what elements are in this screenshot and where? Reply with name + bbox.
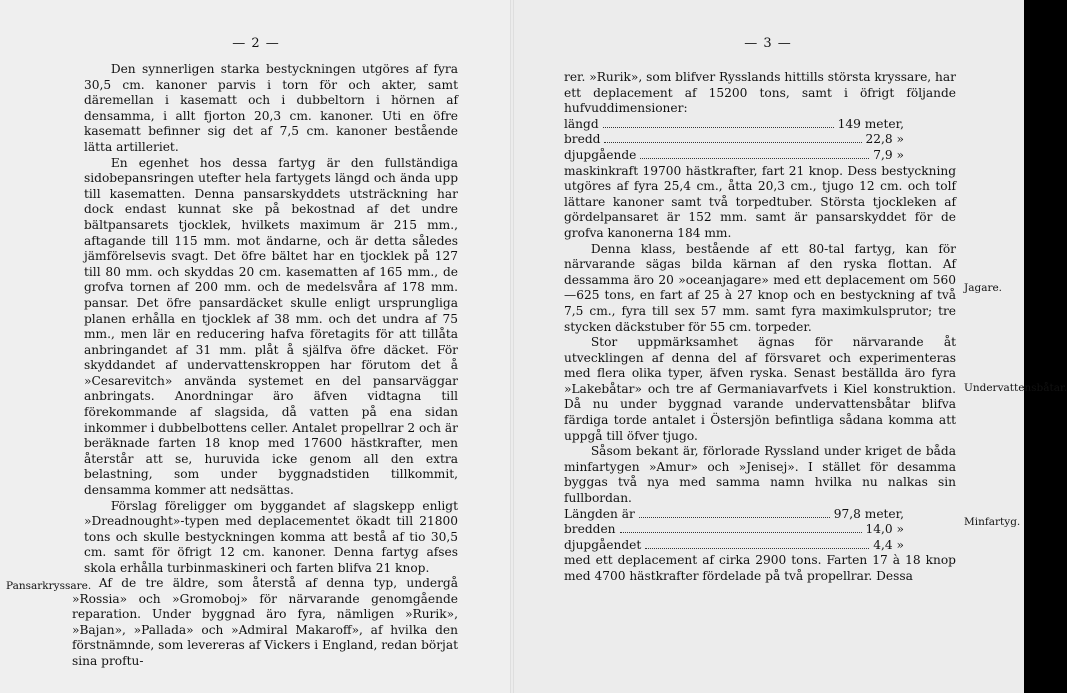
paragraph: rer. »Rurik», som blifver Rysslands hittills största kryssare, har ett deplacement af 15200 tons, samt i öfrigt följande hufvuddimensioner: bbox=[564, 70, 956, 116]
leader-dots bbox=[620, 531, 862, 533]
right-body-text bbox=[564, 70, 956, 585]
spec-row bbox=[564, 507, 904, 523]
margin-note-minfartyg: Minfartyg. bbox=[964, 516, 1021, 528]
spec-value: 97,8 meter, bbox=[833, 506, 904, 521]
margin-note-pansarkryssare: Pansarkryssare. bbox=[6, 580, 92, 592]
spec-row bbox=[564, 132, 904, 148]
spec-row bbox=[564, 522, 904, 538]
spec-label: djupgående bbox=[564, 147, 637, 162]
spec-row bbox=[564, 117, 904, 133]
spec-value: 4,4 » bbox=[873, 537, 904, 552]
spec-value: 14,0 » bbox=[865, 522, 904, 537]
paragraph: med ett deplacement af cirka 2900 tons. Farten 17 à 18 knop med 4700 hästkrafter fördelade på två propellrar. Dessa bbox=[564, 553, 956, 583]
leader-dots bbox=[640, 157, 869, 159]
spec-row bbox=[564, 148, 904, 164]
page-number: — 3 — bbox=[744, 36, 792, 51]
left-page bbox=[0, 0, 512, 693]
paragraph: Såsom bekant är, förlorade Ryssland under kriget de båda minfartygen »Amur» och »Jenisej». I stället för desamma byggas två nya med samma namn hvilka nu nalkas sin fullbordan. bbox=[564, 444, 956, 506]
paragraph: Förslag föreligger om byggandet af slagskepp enligt »Dreadnought»-typen med deplacementet ökadt till 21800 tons och skulle bestyckningen komma att bestå af tio 30,5 cm. samt för öfrigt 12 cm. kanoner. Denna fartyg afses skola erhålla turbinmaskineri och farten blifva 21 knop. bbox=[84, 498, 458, 575]
page-number: — 2 — bbox=[232, 36, 280, 51]
paragraph: Af de tre äldre, som återstå af denna typ, undergå »Rossia» och »Gromoboj» för närvarande genomgående reparation. Under byggnad äro fyra, nämligen »Rurik», »Bajan», »Pallada» och »Admiral Makaroff», af hvilka den förstnämnde, som levereras af Vickers i England, redan börjat sina proftu- bbox=[72, 576, 458, 668]
spec-label: djupgåendet bbox=[564, 537, 642, 552]
spec-value: 7,9 » bbox=[873, 147, 904, 162]
margin-note-jagare: Jagare. bbox=[964, 282, 1003, 294]
book-gutter bbox=[510, 0, 514, 693]
spec-label: bredden bbox=[564, 522, 616, 537]
spec-value: 22,8 » bbox=[865, 132, 904, 147]
paragraph: Denna klass, bestående af ett 80-tal fartyg, kan för närvarande sägas bilda kärnan af den ryska flottan. Af dessamma äro 20 »oceanjagare» med ett deplacement om 560—625 tons, en fart af 25 à 27 knop och en bestyckning af två 7,5 cm., fyra till sex 57 mm. samt fyra maximkulsprutor; tre stycken däckstuber för 55 cm. torpeder. bbox=[564, 241, 956, 334]
leader-dots bbox=[603, 126, 834, 128]
left-section-text bbox=[72, 576, 458, 670]
spec-label: bredd bbox=[564, 132, 601, 147]
leader-dots bbox=[645, 547, 869, 549]
leader-dots bbox=[639, 516, 830, 518]
leader-dots bbox=[604, 141, 861, 143]
spec-label: Längden är bbox=[564, 506, 635, 521]
paragraph: Den synnerligen starka bestyckningen utgöres af fyra 30,5 cm. kanoner parvis i torn för och akter, samt däremellan i kasematt och i dubbeltorn i hörnen af densamma, i allt fjorton 20,3 cm. kanoner. Uti en öfre kasematt befinner sig det af 7,5 cm. kanoner bestående lätta artilleriet. bbox=[84, 62, 458, 154]
spec-value: 149 meter, bbox=[837, 116, 904, 131]
paragraph: Stor uppmärksamhet ägnas för närvarande åt utvecklingen af denna del af försvaret och experimenteras med flera olika typer, äfven ryska. Senast beställda äro fyra »Lakebåtar» och tre af Germaniavarfvets i Kiel konstruktion. Då nu under byggnad varande undervattensbåtar blifva färdiga torde antalet i Östersjön befintliga sådana komma att uppgå till öfver tjugo. bbox=[564, 335, 956, 443]
spec-row bbox=[564, 538, 904, 554]
spec-label: längd bbox=[564, 116, 599, 131]
margin-note-undervattensbatar: Undervattensbåtar. bbox=[964, 382, 1067, 394]
paragraph: maskinkraft 19700 hästkrafter, fart 21 knop. Dess bestyckning utgöres af fyra 25,4 cm., åtta 20,3 cm., tjugo 12 cm. och tolf lättare kanoner samt två torpedtuber. Största tjockleken af gördelpansaret är 152 mm. samt är pansarskyddet för de grofva kanonerna 184 mm. bbox=[564, 163, 956, 240]
right-page bbox=[512, 0, 1067, 693]
left-body-text bbox=[84, 62, 458, 577]
paragraph: En egenhet hos dessa fartyg är den fullständiga sidobepansringen utefter hela fartygets längd och ända upp till kasematten. Denna pansarskyddets utsträckning har dock endast kunnat ske på bekostnad af det undre bältpansarets tjocklek, hvilkets maximum är 215 mm., aftagande till 115 mm. mot ändarne, och är detta således jämförelsevis svagt. Det öfre bältet har en tjocklek på 127 till 80 mm. och skyddas 20 cm. kasematten af 165 mm., de grofva tornen af 200 mm. och de medelsvåra af 178 mm. pansar. Det öfre pansardäcket skulle enligt ursprungliga planen erhålla en tjocklek af 38 mm. och det undra af 75 mm., men lär en reducering hafva företagits för att tillåta anbringandet af 31 mm. plåt å själfva öfre däcket. För skyddandet af undervattenskroppen har förutom det å »Cesarevitch» använda systemet en del pansarväggar anbringats. Anordningar äro äfven vidtagna till förekommande af slagsida, då vatten på ena sidan inkommer i dubbelbottens celler. Antalet propellrar 2 och är beräknade farten 18 knop med 17600 hästkrafter, men återstår att se, huruvida icke genom all den extra belastning, som under byggnadstiden tillkommit, densamma kommer att nedsättas. bbox=[84, 155, 458, 498]
